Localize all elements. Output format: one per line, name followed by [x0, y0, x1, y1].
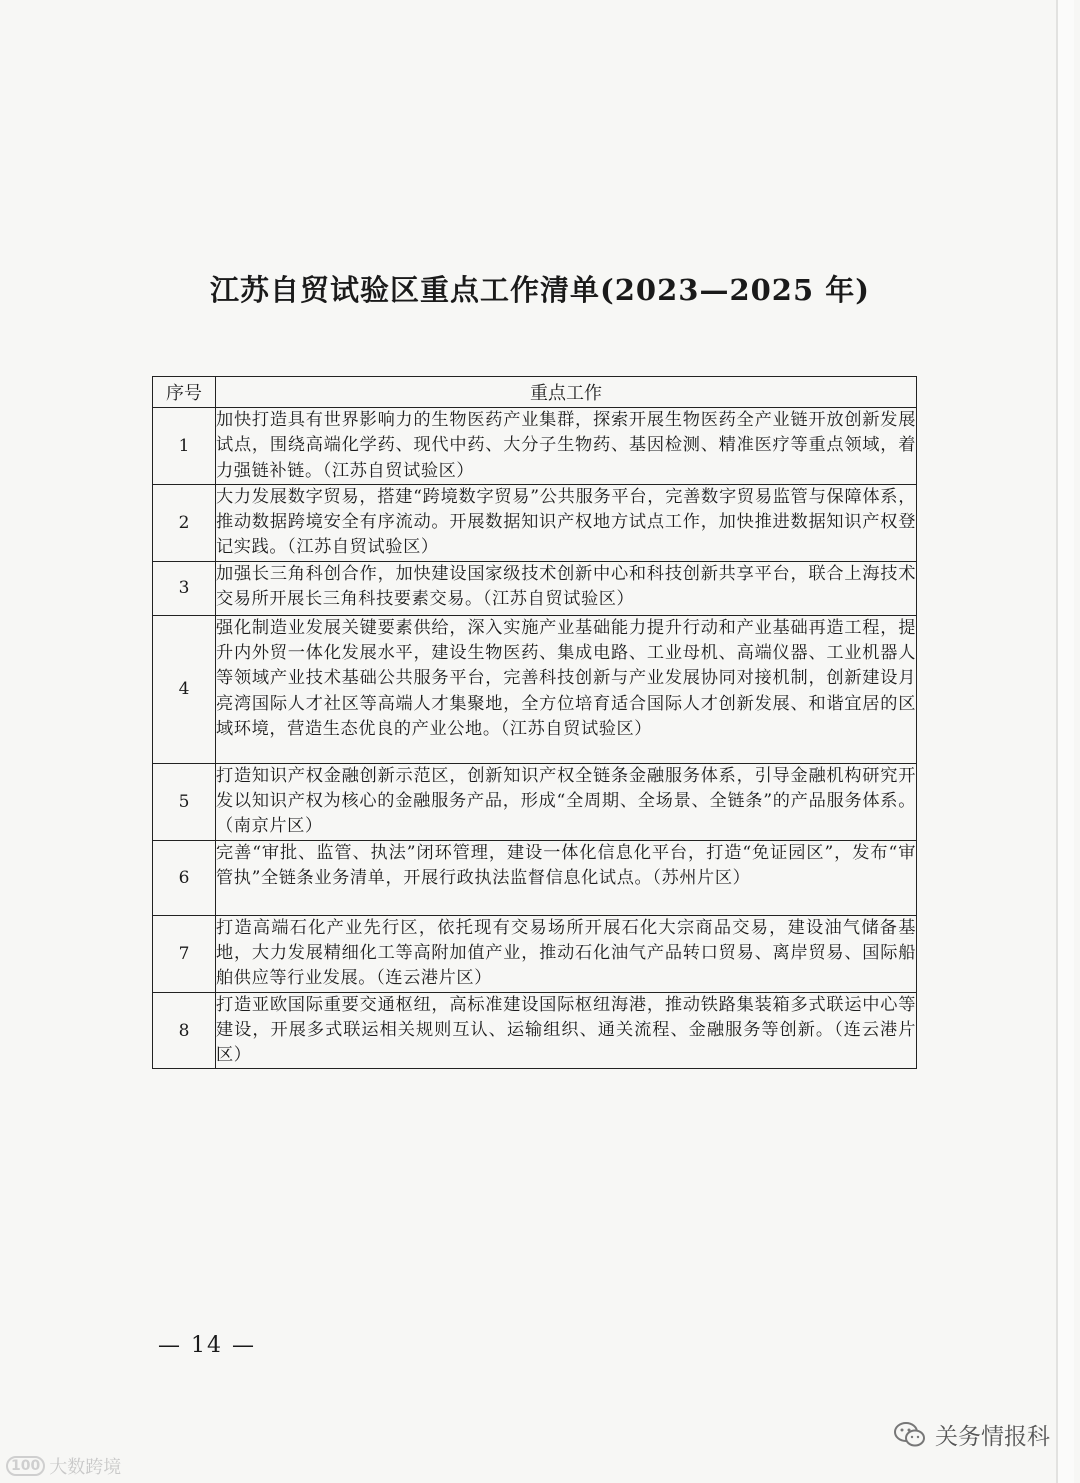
header-seq: 序号 [153, 377, 216, 408]
page-edge-line [1056, 0, 1058, 1483]
table-row [153, 408, 917, 485]
watermark-right-text: 关务情报科 [935, 1424, 1050, 1450]
watermark-left [6, 1453, 121, 1479]
row-number: 2 [153, 484, 216, 561]
row-number: 4 [153, 615, 216, 763]
document-title: 江苏自贸试验区重点工作清单(2023—2025 年) [210, 273, 870, 307]
watermark-left-text: 大数跨境 [49, 1457, 122, 1478]
table-row [153, 840, 917, 915]
table-row [153, 484, 917, 561]
key-tasks-table [152, 376, 917, 1069]
row-task-text: 打造亚欧国际重要交通枢纽，高标准建设国际枢纽海港，推动铁路集装箱多式联运中心等建设，开展多式联运相关规则互认、运输组织、通关流程、金融服务等创新。（连云港片区） [216, 992, 917, 1069]
row-task-text: 强化制造业发展关键要素供给，深入实施产业基础能力提升行动和产业基础再造工程，提升内外贸一体化发展水平，建设生物医药、集成电路、工业母机、高端仪器、工业机器人等领域产业技术基础公共服务平台，完善科技创新与产业发展协同对接机制，创新建设月亮湾国际人才社区等高端人才集聚地，全方位培育适合国际人才创新发展、和谐宜居的区域环境，营造生态优良的产业公地。（江苏自贸试验区） [216, 615, 917, 763]
row-task-text: 加强长三角科创合作，加快建设国家级技术创新中心和科技创新共享平台，联合上海技术交易所开展长三角科技要素交易。（江苏自贸试验区） [216, 561, 917, 615]
row-number: 5 [153, 763, 216, 840]
table-header-row [153, 377, 917, 408]
row-number: 1 [153, 408, 216, 485]
table-row [153, 992, 917, 1069]
row-number: 3 [153, 561, 216, 615]
watermark-logo-icon: 100 [6, 1456, 45, 1476]
row-task-text: 完善“审批、监管、执法”闭环管理，建设一体化信息化平台，打造“免证园区”，发布“审管执”全链条业务清单，开展行政执法监督信息化试点。（苏州片区） [216, 840, 917, 915]
table-row [153, 915, 917, 992]
row-number: 6 [153, 840, 216, 915]
row-task-text: 打造高端石化产业先行区，依托现有交易场所开展石化大宗商品交易，建设油气储备基地，大力发展精细化工等高附加值产业，推动石化油气产品转口贸易、离岸贸易、国际船舶供应等行业发展。（连云港片区） [216, 915, 917, 992]
table-row [153, 615, 917, 763]
page-number: — 14 — [158, 1333, 256, 1358]
table-row [153, 561, 917, 615]
row-number: 8 [153, 992, 216, 1069]
table-row [153, 763, 917, 840]
row-task-text: 大力发展数字贸易，搭建“跨境数字贸易”公共服务平台，完善数字贸易监管与保障体系，推动数据跨境安全有序流动。开展数据知识产权地方试点工作，加快推进数据知识产权登记实践。（江苏自贸试验区） [216, 484, 917, 561]
header-task: 重点工作 [216, 377, 917, 408]
wechat-icon [893, 1420, 927, 1450]
row-number: 7 [153, 915, 216, 992]
watermark-right [893, 1418, 1050, 1451]
row-task-text: 加快打造具有世界影响力的生物医药产业集群，探索开展生物医药全产业链开放创新发展试点，围绕高端化学药、现代中药、大分子生物药、基因检测、精准医疗等重点领域，着力强链补链。（江苏自贸试验区） [216, 408, 917, 485]
row-task-text: 打造知识产权金融创新示范区，创新知识产权全链条金融服务体系，引导金融机构研究开发以知识产权为核心的金融服务产品，形成“全周期、全场景、全链条”的产品服务体系。（南京片区） [216, 763, 917, 840]
page-edge-strip [1058, 0, 1074, 1483]
